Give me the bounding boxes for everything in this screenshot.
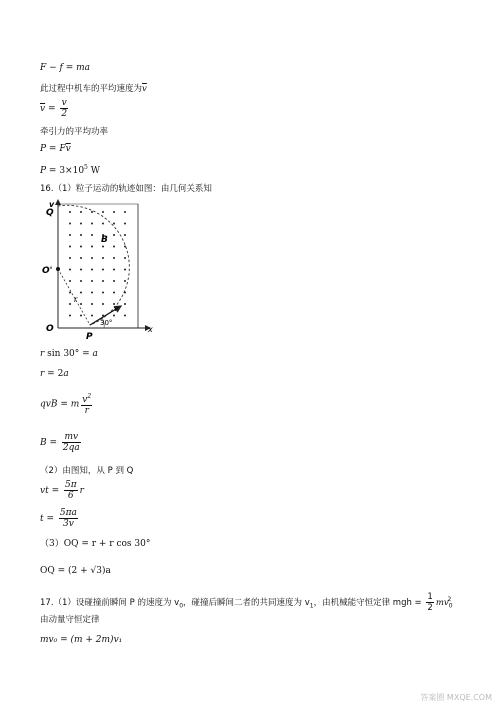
label-x: x (148, 325, 153, 334)
field-dot (69, 315, 71, 317)
trajectory-diagram (38, 198, 168, 343)
field-dot (91, 280, 93, 282)
field-dot (80, 246, 82, 248)
field-dot (69, 269, 71, 271)
label-B: B (101, 235, 108, 245)
eq-newton: F − f = ma (40, 63, 91, 73)
field-dot (69, 223, 71, 225)
field-dot (113, 257, 115, 259)
field-dot (80, 315, 82, 317)
field-dot (124, 280, 126, 282)
field-dot (102, 269, 104, 271)
field-dot (113, 246, 115, 248)
label-P: P (86, 332, 93, 342)
field-dot (69, 257, 71, 259)
eq-B: B = $\frac{mv}{2qa}$ (40, 432, 80, 453)
text-average-power: 牵引力的平均功率 (40, 127, 109, 137)
field-dot (80, 292, 82, 294)
question-17-heading: 17.（1）设碰撞前瞬间 P 的速度为 $v_0$，碰撞后瞬间二者的共同速度为 $v_1$，由机械能守恒定律 mgh = $\frac{1}{2}$ $mv_0^2$ (40, 592, 453, 613)
field-dot (124, 234, 126, 236)
eq-momentum: mv₀ = (m + 2m)v₁ (40, 635, 123, 645)
eq-r-value: r = 2a (40, 369, 69, 379)
field-dot (69, 211, 71, 213)
field-dot (113, 292, 115, 294)
field-dot (91, 303, 93, 305)
field-dot (91, 292, 93, 294)
question-16-heading: 16.（1）粒子运动的轨迹如图：由几何关系知 (40, 184, 212, 194)
label-O: O (46, 324, 54, 334)
field-dot (124, 269, 126, 271)
eq-r-sin: r sin 30° = a (40, 349, 98, 359)
field-dot (102, 246, 104, 248)
eq-power-value: $P = 3\times 10^5$ W (40, 164, 100, 176)
label-Q: Q (46, 208, 54, 218)
eq-power: $P = F\overline{v}$ (40, 144, 71, 154)
watermark: 答案圈 MXQE.COM (420, 693, 492, 702)
field-dot (80, 303, 82, 305)
field-dot (91, 269, 93, 271)
field-dot (91, 234, 93, 236)
text-momentum-conservation: 由动量守恒定律 (40, 615, 100, 625)
field-dot (80, 234, 82, 236)
field-dot (91, 223, 93, 225)
field-dot (102, 292, 104, 294)
label-angle: 30° (100, 319, 113, 327)
field-dot (113, 315, 115, 317)
label-v: v (49, 200, 55, 209)
field-dot (91, 257, 93, 259)
field-dot (102, 280, 104, 282)
eq-vt: vt = $\frac{5\pi}{6}$ r (40, 480, 84, 501)
field-dot (80, 257, 82, 259)
field-dot (80, 269, 82, 271)
field-dot (80, 223, 82, 225)
field-dot (69, 234, 71, 236)
field-dot (102, 257, 104, 259)
label-v-small: v (114, 305, 119, 313)
eq-OQ: OQ = (2 + √3)a (40, 566, 111, 576)
field-dot (69, 246, 71, 248)
symbol-vbar: $\overline{v}$ (142, 84, 147, 94)
field-dot (69, 280, 71, 282)
eq-vbar: $\overline{v}$ = $\frac{v}{2}$ (40, 98, 68, 119)
part-3-heading: （3）OQ = r + r cos 30° (40, 539, 151, 549)
field-dot (80, 211, 82, 213)
magnetic-field-dots (69, 211, 126, 317)
field-dot (113, 234, 115, 236)
eq-t: t = $\frac{5\pi a}{3v}$ (40, 508, 77, 529)
field-dot (124, 257, 126, 259)
label-r: r (74, 295, 78, 304)
center-point (56, 267, 60, 271)
field-dot (102, 303, 104, 305)
text-average-speed: 此过程中机车的平均速度为$\overline{v}$ (40, 84, 147, 94)
field-dot (113, 211, 115, 213)
field-dot (91, 211, 93, 213)
field-dot (113, 223, 115, 225)
field-dot (80, 280, 82, 282)
part-2-heading: （2）由图知，从 P 到 Q (40, 466, 134, 476)
field-dot (113, 280, 115, 282)
field-dot (69, 303, 71, 305)
eq-lorentz: qvB = m $\frac{v^2}{r}$ (40, 393, 92, 416)
field-dot (91, 315, 93, 317)
label-O-prime: O' (42, 266, 53, 276)
field-dot (113, 269, 115, 271)
field-dot (102, 211, 104, 213)
field-dot (124, 211, 126, 213)
field-dot (91, 246, 93, 248)
field-dot (69, 292, 71, 294)
field-dot (102, 223, 104, 225)
field-dot (124, 303, 126, 305)
field-dot (124, 223, 126, 225)
field-dot (124, 315, 126, 317)
